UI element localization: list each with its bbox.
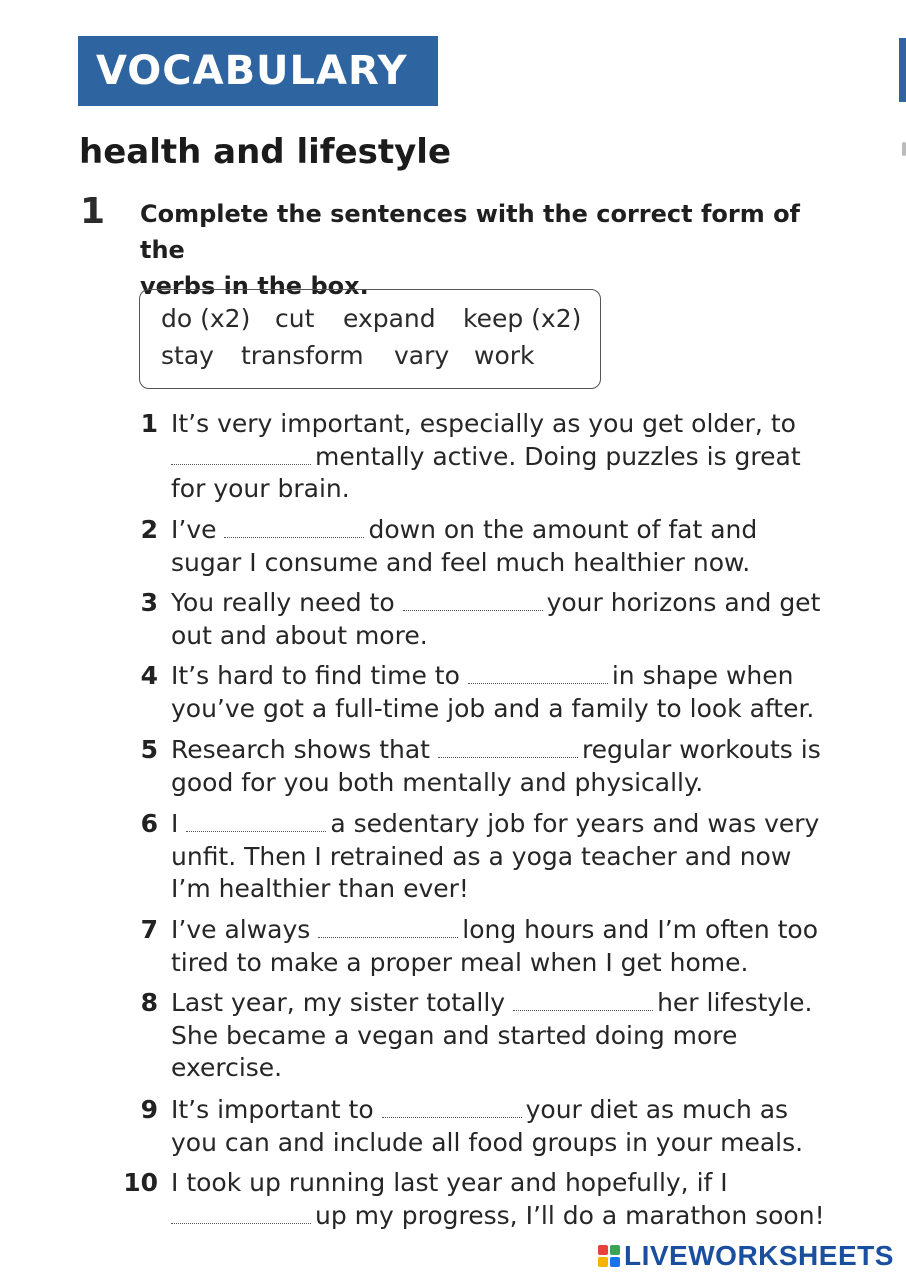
answer-blank[interactable] [171, 446, 311, 465]
item-text-before: It’s hard to find time to [171, 661, 460, 690]
item-text-before: I’ve always [171, 915, 311, 944]
item-text-after: long hours and I’m often too [462, 915, 819, 944]
item-text-before: You really need to [171, 588, 395, 617]
item-line [171, 947, 749, 980]
word-box-item: do (x2) [161, 304, 251, 333]
item-line [171, 987, 812, 1020]
exercise-number: 1 [80, 191, 106, 232]
word-box-item: vary [394, 341, 450, 370]
word-box-item: stay [161, 341, 214, 370]
answer-blank[interactable] [171, 1205, 311, 1224]
item-line [171, 514, 757, 547]
item-line [171, 1020, 737, 1053]
item-number: 10 [123, 1168, 158, 1197]
item-text-before: It’s important to [171, 1095, 374, 1124]
answer-blank[interactable] [186, 813, 326, 832]
item-text: good for you both mentally and physically. [171, 767, 704, 797]
item-text: for your brain. [171, 474, 350, 503]
item-line [171, 734, 821, 767]
liveworksheets-logo-icon [598, 1245, 620, 1267]
answer-blank[interactable] [224, 519, 364, 538]
item-number: 7 [140, 915, 158, 944]
item-text-before: Research shows that [171, 735, 430, 764]
item-text: She became a vegan and started doing more [171, 1020, 738, 1050]
answer-blank[interactable] [382, 1099, 522, 1118]
item-number: 4 [140, 661, 158, 690]
item-text-after: your diet as much as [525, 1095, 789, 1124]
item-line [171, 693, 814, 726]
section-title: health and lifestyle [79, 132, 452, 172]
item-text-after: down on the amount of fat and [368, 515, 758, 544]
item-number: 2 [140, 515, 158, 544]
logo-text: LIVEWORKSHEETS [624, 1240, 894, 1271]
instruction-line: verbs in the box. [140, 272, 369, 300]
item-text-after: in shape when [611, 661, 794, 690]
word-box-item: cut [275, 304, 315, 333]
word-box-item: transform [241, 341, 364, 370]
answer-blank[interactable] [468, 665, 608, 684]
item-text: you can and include all food groups in your meals. [171, 1127, 804, 1157]
item-line [171, 767, 703, 800]
answer-blank[interactable] [513, 992, 653, 1011]
item-line [171, 1167, 728, 1200]
item-line [171, 620, 428, 653]
item-line [171, 547, 750, 580]
item-text-after: mentally active. Doing puzzles is great [315, 441, 801, 471]
instruction-line: Complete the sentences with the correct form of the [140, 200, 800, 264]
item-text-before: I [171, 809, 179, 838]
item-line [171, 1094, 788, 1127]
word-box-item: keep (x2) [463, 304, 582, 333]
item-text: unfit. Then I retrained as a yoga teacher and now [171, 841, 792, 871]
item-text: tired to make a proper meal when I get home. [171, 947, 749, 977]
item-number: 8 [140, 988, 158, 1017]
item-number: 9 [140, 1095, 158, 1124]
item-number: 3 [140, 588, 158, 617]
item-text-after: regular workouts is [581, 735, 821, 764]
banner-title: VOCABULARY [96, 48, 408, 94]
item-text-after: a sedentary job for years and was very [330, 809, 820, 838]
item-text-after: her lifestyle. [657, 988, 813, 1017]
answer-blank[interactable] [318, 919, 458, 938]
item-line [171, 808, 819, 841]
item-line [171, 660, 794, 693]
exercise-instruction [140, 196, 840, 304]
word-box-item: expand [343, 304, 436, 333]
answer-blank[interactable] [403, 592, 543, 611]
item-line [171, 473, 350, 506]
vocabulary-banner [78, 36, 438, 106]
item-text: I’m healthier than ever! [171, 874, 469, 903]
item-line [171, 1200, 825, 1233]
item-number: 5 [140, 735, 158, 764]
item-text: It’s very important, especially as you get older, to [171, 409, 796, 438]
item-text: I took up running last year and hopefully, if I [171, 1168, 728, 1197]
item-line [171, 441, 801, 474]
item-line [171, 873, 469, 906]
answer-blank[interactable] [438, 739, 578, 758]
item-text: exercise. [171, 1053, 283, 1082]
item-line [171, 1052, 282, 1085]
item-line [171, 1127, 803, 1160]
item-text: sugar I consume and feel much healthier now. [171, 547, 751, 577]
adjacent-page-mark [902, 142, 906, 156]
item-line [171, 408, 796, 441]
item-text-before: I’ve [171, 515, 217, 544]
item-line [171, 914, 818, 947]
item-text-after: up my progress, I’ll do a marathon soon! [315, 1200, 825, 1230]
liveworksheets-logo [598, 1238, 894, 1274]
item-number: 1 [140, 409, 158, 438]
item-text: out and about more. [171, 620, 428, 650]
item-text-before: Last year, my sister totally [171, 988, 506, 1017]
item-text-after: your horizons and get [546, 588, 821, 617]
item-number: 6 [140, 809, 158, 838]
adjacent-page-edge [899, 38, 906, 102]
word-box-item: work [474, 341, 535, 370]
item-text: you’ve got a full-time job and a family to look after. [171, 693, 815, 723]
item-line [171, 841, 791, 874]
word-box [139, 289, 601, 389]
item-line [171, 587, 820, 620]
